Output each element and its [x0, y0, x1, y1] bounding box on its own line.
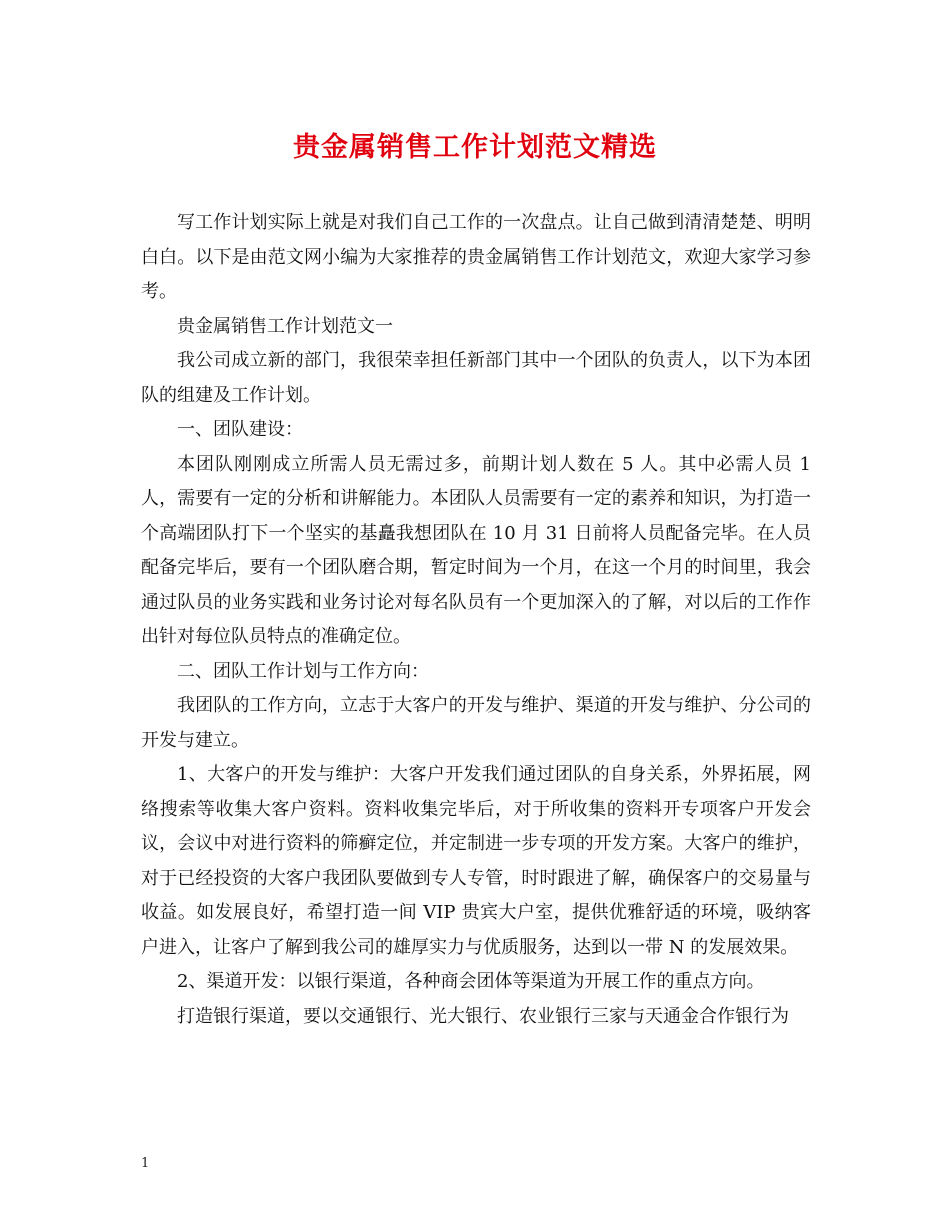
paragraph-bank-channel: 打造银行渠道，要以交通银行、光大银行、农业银行三家与天通金合作银行为: [177, 1005, 789, 1027]
document-body: [141, 206, 811, 1034]
paragraph-key-accounts: 1、大客户的开发与维护：大客户开发我们通过团队的自身关系，外界拓展，网络搜索等收集大客户资料。资料收集完毕后，对于所收集的资料开专项客户开发会议，会议中对进行资料的筛癣定位，并定制进一步专项的开发方案。大客户的维护，对于已经投资的大客户我团队要做到专人专管，时时跟进了解，确保客户的交易量与收益。如发展良好，希望打造一间 VIP 贵宾大户室，提供优雅舒适的环境，吸纳客户进入，让客户了解到我公司的雄厚实力与优质服务，达到以一带 N 的发展效果。: [141, 764, 811, 958]
paragraph-channel-development: 2、渠道开发：以银行渠道，各种商会团体等渠道为开展工作的重点方向。: [177, 971, 765, 992]
document-title: 贵金属销售工作计划范文精选: [293, 132, 657, 163]
paragraph-intro: 写工作计划实际上就是对我们自己工作的一次盘点。让自己做到清清楚楚、明明白白。以下是由范文网小编为大家推荐的贵金属销售工作计划范文，欢迎大家学习参考。: [141, 212, 811, 302]
paragraph-new-department: 我公司成立新的部门，我很荣幸担任新部门其中一个团队的负责人，以下为本团队的组建及工作计划。: [141, 350, 811, 406]
section-heading-work-plan: 二、团队工作计划与工作方向：: [177, 660, 429, 682]
paragraph-team-building: 本团队刚刚成立所需人员无需过多，前期计划人数在 5 人。其中必需人员 1 人，需要有一定的分析和讲解能力。本团队人员需要有一定的素养和知识，为打造一个高端团队打下一个坚实的基矗我想团队在 10 月 31 日前将人员配备完毕。在人员配备完毕后，要有一个团队磨合期，暂定时间为一个月，在这一个月的时间里，我会通过队员的业务实践和业务讨论对每名队员有一个更加深入的了解，对以后的工作作出针对每位队员特点的准确定位。: [141, 453, 811, 647]
section-heading-team-building: 一、团队建设：: [177, 419, 303, 440]
paragraph-sample-heading: 贵金属销售工作计划范文一: [177, 315, 393, 337]
page-number: 1: [141, 1156, 150, 1171]
paragraph-work-direction: 我团队的工作方向，立志于大客户的开发与维护、渠道的开发与维护、分公司的开发与建立。: [141, 695, 811, 751]
